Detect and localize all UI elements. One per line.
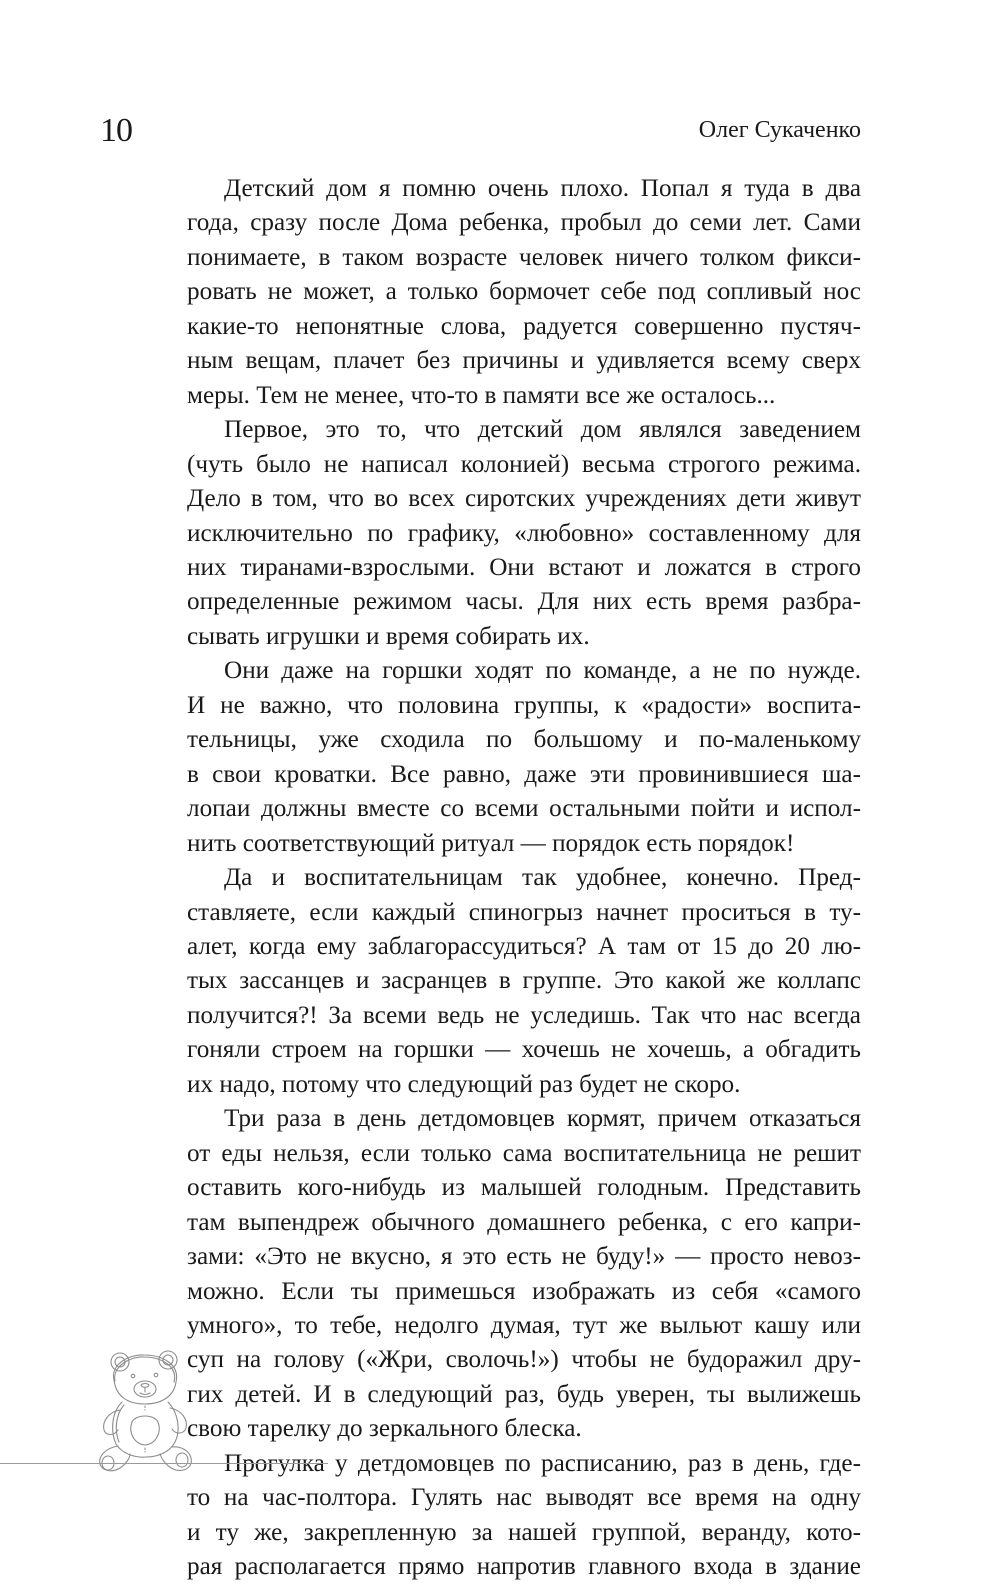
footer-divider	[0, 1463, 328, 1464]
paragraph	[187, 172, 861, 413]
text-line: умного», то тебе, недолго думая, тут же выльют кашу или	[187, 1311, 861, 1339]
text-line: рая располагается прямо напротив главного входа в здание	[187, 1553, 861, 1581]
text-line: И не важно, что половина группы, к «радости» воспита-	[187, 691, 861, 719]
text-line: понимаете, в таком возрасте человек ничего толком фикси-	[187, 243, 861, 271]
text-line: Первое, это то, что детский дом являлся заведением	[224, 416, 861, 444]
text-line: суп на голову («Жри, сволочь!») чтобы не будоражил дру-	[187, 1346, 861, 1374]
page-number: 10	[100, 112, 132, 149]
text-line: то на час-полтора. Гулять нас выводят все время на одну	[187, 1484, 861, 1512]
text-line: Да и воспитательницам так удобнее, конечно. Пред-	[224, 864, 861, 892]
text-line: гих детей. И в следующий раз, будь уверен, ты вылижешь	[187, 1380, 861, 1408]
text-line: лопаи должны вместе со всеми остальными пойти и испол-	[187, 795, 861, 823]
text-line: их надо, потому что следующий раз будет не скоро.	[187, 1070, 741, 1098]
text-line: от еды нельзя, если только сама воспитательница не решит	[187, 1139, 861, 1167]
paragraph	[187, 861, 861, 1102]
text-line: можно. Если ты примешься изображать из себя «самого	[187, 1277, 861, 1305]
text-line: свою тарелку до зеркального блеска.	[187, 1415, 582, 1443]
text-line: гоняли строем на горшки — хочешь не хочешь, а обгадить	[187, 1036, 861, 1064]
text-line: ставляете, если каждый спиногрыз начнет проситься в ту-	[187, 898, 861, 926]
text-line: в свои кроватки. Все равно, даже эти провинившиеся ша-	[187, 760, 861, 788]
text-line: там выпендреж обычного домашнего ребенка, с его капри-	[187, 1208, 861, 1236]
text-line: тельницы, уже сходила по большому и по-маленькому	[187, 726, 861, 754]
text-line: них тиранами-взрослыми. Они встают и ложатся в строго	[187, 553, 861, 581]
text-line: года, сразу после Дома ребенка, пробыл до семи лет. Сами	[187, 209, 861, 237]
paragraph	[187, 654, 861, 861]
text-line: ным вещам, плачет без причины и удивляется всему сверх	[187, 347, 861, 375]
running-head-author: Олег Сукаченко	[698, 117, 861, 143]
text-line: тых зассанцев и засранцев в группе. Это какой же коллапс	[187, 967, 861, 995]
text-line: алет, когда ему заблагорассудиться? А там от 15 до 20 лю-	[187, 932, 861, 960]
text-line: меры. Тем не менее, что-то в памяти все же осталось...	[187, 381, 776, 409]
paragraph	[187, 1447, 861, 1585]
text-line: определенные режимом часы. Для них есть время разбра-	[187, 588, 861, 616]
text-line: ровать не может, а только бормочет себе под сопливый нос	[187, 278, 861, 306]
text-line: и ту же, закрепленную за нашей группой, веранду, кото-	[187, 1518, 861, 1546]
text-line: зами: «Это не вкусно, я это есть не буду!» — просто невоз-	[187, 1243, 861, 1271]
text-line: исключительно по графику, «любовно» составленному для	[187, 519, 861, 547]
paragraph	[187, 1102, 861, 1447]
text-line: получится?! За всеми ведь не уследишь. Так что нас всегда	[187, 1001, 861, 1029]
text-line: сывать игрушки и время собирать их.	[187, 622, 590, 650]
text-line: Три раза в день детдомовцев кормят, причем отказаться	[224, 1105, 861, 1133]
text-line: нить соответствующий ритуал — порядок есть порядок!	[187, 829, 795, 857]
text-line: Дело в том, что во всех сиротских учреждениях дети живут	[187, 485, 861, 513]
paragraph	[187, 413, 861, 654]
teddy-bear-icon	[96, 1350, 196, 1475]
text-line: Прогулка у детдомовцев по расписанию, раз в день, где-	[224, 1449, 861, 1477]
text-line: какие-то непонятные слова, радуется совершенно пустяч-	[187, 312, 861, 340]
text-line: (чуть было не написал колонией) весьма строгого режима.	[187, 450, 861, 478]
text-line: Они даже на горшки ходят по команде, а не по нужде.	[224, 657, 861, 685]
text-line: оставить кого-нибудь из малышей голодным. Представить	[187, 1174, 861, 1202]
text-line: Детский дом я помню очень плохо. Попал я туда в два	[224, 175, 861, 202]
body-text	[187, 172, 861, 1585]
